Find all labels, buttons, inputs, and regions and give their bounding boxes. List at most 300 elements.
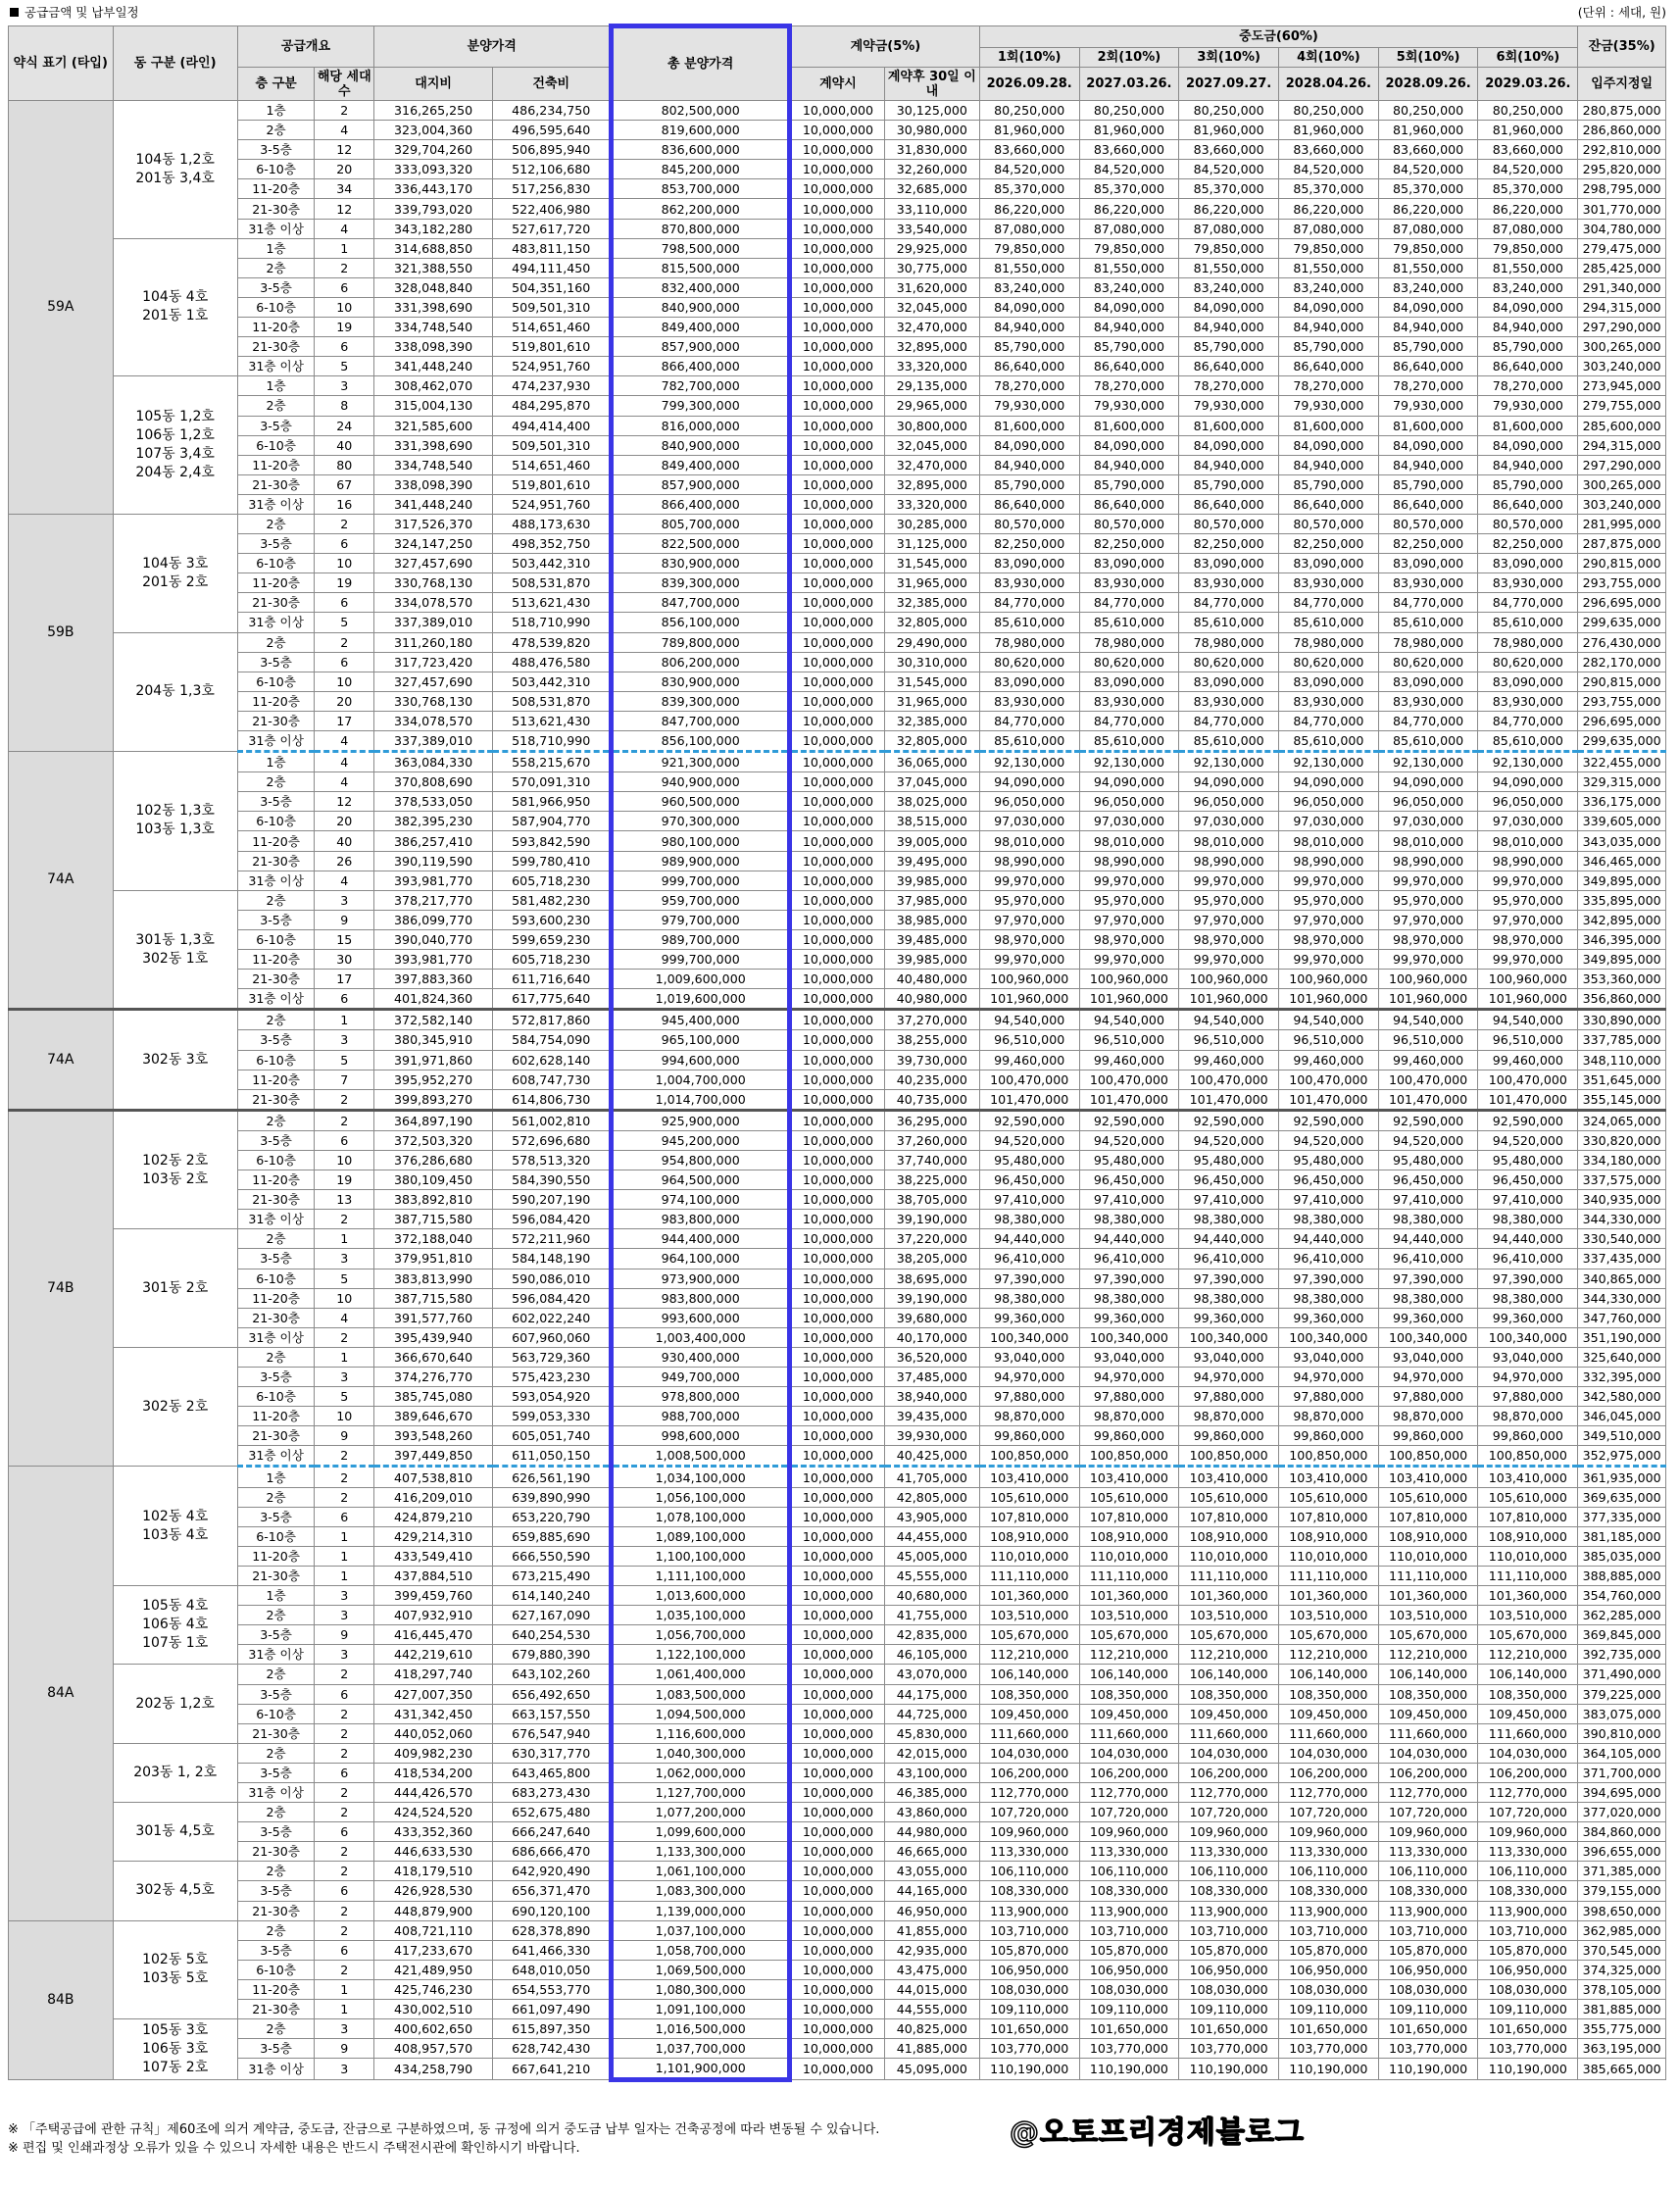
- floor-cell: 11-20층: [237, 1407, 315, 1426]
- mid-payment-6-cell: 96,450,000: [1478, 1170, 1578, 1190]
- table-row: [9, 989, 1666, 1010]
- mid-payment-3-cell: 83,090,000: [1179, 672, 1279, 691]
- mid-payment-5-cell: 84,090,000: [1378, 435, 1478, 455]
- total-price-cell: 1,139,000,000: [612, 1901, 790, 1920]
- mid-payment-4-cell: 103,770,000: [1279, 2039, 1379, 2059]
- col-price-group: 분양가격: [374, 26, 612, 68]
- building-cell: 643,465,800: [493, 1763, 612, 1782]
- building-cell: 590,207,190: [493, 1190, 612, 1210]
- land-cell: 327,457,690: [374, 672, 493, 691]
- deposit-cell: 10,000,000: [790, 258, 885, 277]
- units-cell: 24: [315, 416, 374, 435]
- units-cell: 5: [315, 1387, 374, 1407]
- mid-payment-1-cell: 107,720,000: [979, 1803, 1079, 1822]
- mid-payment-1-cell: 81,550,000: [979, 258, 1079, 277]
- building-cell: 666,247,640: [493, 1822, 612, 1842]
- mid-payment-2-cell: 79,930,000: [1079, 396, 1179, 416]
- total-price-cell: 1,116,600,000: [612, 1723, 790, 1743]
- units-cell: 2: [315, 1862, 374, 1881]
- building-cell: 654,553,770: [493, 1979, 612, 1999]
- deposit-cell: 10,000,000: [790, 711, 885, 730]
- mid-payment-3-cell: 82,250,000: [1179, 534, 1279, 554]
- land-cell: 327,457,690: [374, 554, 493, 573]
- deposit-30d-cell: 39,005,000: [884, 831, 979, 851]
- mid-payment-4-cell: 101,360,000: [1279, 1586, 1379, 1606]
- mid-payment-1-cell: 104,030,000: [979, 1743, 1079, 1763]
- mid-payment-2-cell: 101,470,000: [1079, 1089, 1179, 1110]
- land-cell: 424,524,520: [374, 1803, 493, 1822]
- mid-payment-3-cell: 85,790,000: [1179, 474, 1279, 494]
- mid-payment-5-cell: 106,950,000: [1378, 1960, 1478, 1979]
- mid-payment-4-cell: 110,190,000: [1279, 2059, 1379, 2080]
- mid-payment-2-cell: 109,450,000: [1079, 1704, 1179, 1723]
- building-cell: 590,086,010: [493, 1269, 612, 1288]
- table-row: [9, 554, 1666, 573]
- total-price-cell: 805,700,000: [612, 514, 790, 533]
- mid-payment-3-cell: 84,090,000: [1179, 435, 1279, 455]
- balance-cell: 344,330,000: [1578, 1288, 1666, 1308]
- floor-cell: 2층: [237, 396, 315, 416]
- balance-cell: 378,105,000: [1578, 1979, 1666, 1999]
- total-price-cell: 815,500,000: [612, 258, 790, 277]
- mid-payment-6-cell: 105,670,000: [1478, 1625, 1578, 1645]
- table-row: [9, 1979, 1666, 1999]
- total-price-cell: 1,111,100,000: [612, 1566, 790, 1585]
- mid-payment-2-cell: 105,870,000: [1079, 1940, 1179, 1960]
- mid-payment-4-cell: 103,710,000: [1279, 1920, 1379, 1940]
- balance-cell: 396,655,000: [1578, 1842, 1666, 1862]
- floor-cell: 3-5층: [237, 1940, 315, 1960]
- units-cell: 20: [315, 160, 374, 179]
- mid-payment-6-cell: 94,540,000: [1478, 1010, 1578, 1030]
- deposit-30d-cell: 41,855,000: [884, 1920, 979, 1940]
- dong-cell: 302동 2호: [113, 1347, 237, 1467]
- mid-payment-5-cell: 105,870,000: [1378, 1940, 1478, 1960]
- total-price-cell: 789,800,000: [612, 632, 790, 652]
- floor-cell: 2층: [237, 1665, 315, 1684]
- col-supply-group: 공급개요: [237, 26, 373, 68]
- table-row: [9, 752, 1666, 772]
- mid-payment-6-cell: 106,140,000: [1478, 1665, 1578, 1684]
- mid-payment-5-cell: 79,930,000: [1378, 396, 1478, 416]
- deposit-cell: 10,000,000: [790, 455, 885, 474]
- mid-payment-2-cell: 85,610,000: [1079, 613, 1179, 632]
- table-row: [9, 1190, 1666, 1210]
- balance-cell: 303,240,000: [1578, 494, 1666, 514]
- mid-payment-5-cell: 97,410,000: [1378, 1190, 1478, 1210]
- mid-payment-1-cell: 112,770,000: [979, 1782, 1079, 1802]
- table-row: [9, 1070, 1666, 1089]
- table-row: [9, 1347, 1666, 1367]
- mid-payment-1-cell: 92,590,000: [979, 1110, 1079, 1130]
- mid-payment-3-cell: 103,410,000: [1179, 1467, 1279, 1487]
- mid-payment-2-cell: 79,850,000: [1079, 238, 1179, 258]
- mid-payment-4-cell: 109,450,000: [1279, 1704, 1379, 1723]
- mid-payment-4-cell: 96,050,000: [1279, 792, 1379, 812]
- table-row: [9, 851, 1666, 871]
- table-row: [9, 1089, 1666, 1110]
- total-price-cell: 847,700,000: [612, 711, 790, 730]
- col-total-price: 총 분양가격: [612, 26, 790, 101]
- mid-payment-4-cell: 108,350,000: [1279, 1684, 1379, 1704]
- balance-cell: 339,605,000: [1578, 812, 1666, 831]
- col-mid-1: 1회(10%): [979, 48, 1079, 68]
- table-row: [9, 1822, 1666, 1842]
- mid-payment-5-cell: 84,770,000: [1378, 711, 1478, 730]
- deposit-30d-cell: 37,045,000: [884, 772, 979, 792]
- land-cell: 391,971,860: [374, 1050, 493, 1070]
- total-price-cell: 849,400,000: [612, 455, 790, 474]
- units-cell: 4: [315, 752, 374, 772]
- deposit-cell: 10,000,000: [790, 160, 885, 179]
- mid-payment-5-cell: 100,850,000: [1378, 1446, 1478, 1467]
- balance-cell: 286,860,000: [1578, 121, 1666, 140]
- mid-payment-4-cell: 80,620,000: [1279, 652, 1379, 672]
- balance-cell: 362,285,000: [1578, 1606, 1666, 1625]
- balance-cell: 332,395,000: [1578, 1368, 1666, 1387]
- floor-cell: 21-30층: [237, 711, 315, 730]
- land-cell: 380,109,450: [374, 1170, 493, 1190]
- mid-payment-5-cell: 84,520,000: [1378, 160, 1478, 179]
- total-price-cell: 856,100,000: [612, 731, 790, 752]
- total-price-cell: 1,014,700,000: [612, 1089, 790, 1110]
- mid-payment-1-cell: 85,790,000: [979, 337, 1079, 357]
- mid-payment-3-cell: 93,040,000: [1179, 1347, 1279, 1367]
- units-cell: 2: [315, 1723, 374, 1743]
- mid-payment-6-cell: 108,910,000: [1478, 1526, 1578, 1546]
- total-price-cell: 1,003,400,000: [612, 1327, 790, 1347]
- mid-payment-3-cell: 98,970,000: [1179, 929, 1279, 949]
- mid-payment-1-cell: 97,970,000: [979, 910, 1079, 929]
- col-balance-group: 잔금(35%): [1578, 26, 1666, 68]
- mid-payment-1-cell: 81,960,000: [979, 121, 1079, 140]
- mid-payment-5-cell: 108,910,000: [1378, 1526, 1478, 1546]
- floor-cell: 31층 이상: [237, 2059, 315, 2080]
- mid-payment-2-cell: 99,460,000: [1079, 1050, 1179, 1070]
- dong-cell: 105동 4호 106동 4호 107동 1호: [113, 1586, 237, 1665]
- mid-payment-3-cell: 101,650,000: [1179, 2019, 1279, 2039]
- mid-payment-6-cell: 84,090,000: [1478, 435, 1578, 455]
- mid-payment-4-cell: 97,410,000: [1279, 1190, 1379, 1210]
- mid-payment-1-cell: 109,450,000: [979, 1704, 1079, 1723]
- balance-cell: 347,760,000: [1578, 1308, 1666, 1327]
- units-cell: 2: [315, 1327, 374, 1347]
- mid-payment-6-cell: 83,930,000: [1478, 573, 1578, 593]
- table-row: [9, 1487, 1666, 1507]
- building-cell: 596,084,420: [493, 1210, 612, 1229]
- mid-payment-2-cell: 107,720,000: [1079, 1803, 1179, 1822]
- mid-payment-2-cell: 111,660,000: [1079, 1723, 1179, 1743]
- units-cell: 2: [315, 1210, 374, 1229]
- land-cell: 429,214,310: [374, 1526, 493, 1546]
- mid-payment-3-cell: 95,970,000: [1179, 890, 1279, 910]
- balance-cell: 344,330,000: [1578, 1210, 1666, 1229]
- mid-payment-2-cell: 105,670,000: [1079, 1625, 1179, 1645]
- mid-payment-5-cell: 94,520,000: [1378, 1130, 1478, 1150]
- building-cell: 608,747,730: [493, 1070, 612, 1089]
- balance-cell: 322,455,000: [1578, 752, 1666, 772]
- deposit-30d-cell: 46,950,000: [884, 1901, 979, 1920]
- deposit-cell: 10,000,000: [790, 1625, 885, 1645]
- balance-cell: 330,890,000: [1578, 1010, 1666, 1030]
- balance-cell: 354,760,000: [1578, 1586, 1666, 1606]
- deposit-30d-cell: 36,065,000: [884, 752, 979, 772]
- mid-payment-5-cell: 100,960,000: [1378, 970, 1478, 989]
- building-cell: 519,801,610: [493, 474, 612, 494]
- land-cell: 380,345,910: [374, 1030, 493, 1050]
- table-row: [9, 1210, 1666, 1229]
- mid-payment-6-cell: 106,200,000: [1478, 1763, 1578, 1782]
- deposit-cell: 10,000,000: [790, 890, 885, 910]
- floor-cell: 31층 이상: [237, 731, 315, 752]
- table-row: [9, 2019, 1666, 2039]
- table-row: [9, 1645, 1666, 1665]
- building-cell: 593,054,920: [493, 1387, 612, 1407]
- floor-cell: 3-5층: [237, 416, 315, 435]
- total-price-cell: 945,400,000: [612, 1010, 790, 1030]
- mid-payment-1-cell: 85,370,000: [979, 179, 1079, 199]
- units-cell: 2: [315, 258, 374, 277]
- floor-cell: 6-10층: [237, 1960, 315, 1979]
- deposit-cell: 10,000,000: [790, 179, 885, 199]
- mid-payment-5-cell: 85,790,000: [1378, 337, 1478, 357]
- floor-cell: 3-5층: [237, 652, 315, 672]
- mid-payment-4-cell: 98,380,000: [1279, 1210, 1379, 1229]
- units-cell: 2: [315, 1467, 374, 1487]
- total-price-cell: 1,091,100,000: [612, 2000, 790, 2019]
- table-row: [9, 219, 1666, 238]
- land-cell: 324,147,250: [374, 534, 493, 554]
- units-cell: 3: [315, 890, 374, 910]
- mid-payment-2-cell: 98,010,000: [1079, 831, 1179, 851]
- total-price-cell: 978,800,000: [612, 1387, 790, 1407]
- mid-payment-5-cell: 101,470,000: [1378, 1089, 1478, 1110]
- table-row: [9, 357, 1666, 376]
- total-price-cell: 782,700,000: [612, 376, 790, 396]
- land-cell: 317,723,420: [374, 652, 493, 672]
- mid-payment-2-cell: 103,770,000: [1079, 2039, 1179, 2059]
- mid-payment-5-cell: 94,090,000: [1378, 772, 1478, 792]
- table-row: [9, 1229, 1666, 1249]
- mid-payment-1-cell: 100,340,000: [979, 1327, 1079, 1347]
- floor-cell: 2층: [237, 1920, 315, 1940]
- balance-cell: 304,780,000: [1578, 219, 1666, 238]
- floor-cell: 21-30층: [237, 2000, 315, 2019]
- mid-payment-4-cell: 101,650,000: [1279, 2019, 1379, 2039]
- deposit-cell: 10,000,000: [790, 871, 885, 890]
- units-cell: 2: [315, 1487, 374, 1507]
- floor-cell: 31층 이상: [237, 1645, 315, 1665]
- deposit-30d-cell: 31,125,000: [884, 534, 979, 554]
- mid-payment-5-cell: 82,250,000: [1378, 534, 1478, 554]
- building-cell: 593,842,590: [493, 831, 612, 851]
- deposit-30d-cell: 30,980,000: [884, 121, 979, 140]
- mid-payment-2-cell: 106,140,000: [1079, 1665, 1179, 1684]
- table-row: [9, 632, 1666, 652]
- units-cell: 6: [315, 652, 374, 672]
- deposit-30d-cell: 42,835,000: [884, 1625, 979, 1645]
- deposit-30d-cell: 43,070,000: [884, 1665, 979, 1684]
- mid-payment-2-cell: 112,770,000: [1079, 1782, 1179, 1802]
- deposit-30d-cell: 44,455,000: [884, 1526, 979, 1546]
- mid-payment-1-cell: 94,090,000: [979, 772, 1079, 792]
- units-cell: 9: [315, 910, 374, 929]
- deposit-30d-cell: 40,735,000: [884, 1089, 979, 1110]
- total-price-cell: 989,700,000: [612, 929, 790, 949]
- col-deposit-group: 계약금(5%): [790, 26, 980, 68]
- mid-payment-6-cell: 94,090,000: [1478, 772, 1578, 792]
- total-price-cell: 816,000,000: [612, 416, 790, 435]
- total-price-cell: 925,900,000: [612, 1110, 790, 1130]
- floor-cell: 2층: [237, 121, 315, 140]
- deposit-30d-cell: 45,005,000: [884, 1546, 979, 1566]
- balance-cell: 294,315,000: [1578, 435, 1666, 455]
- units-cell: 10: [315, 1288, 374, 1308]
- deposit-cell: 10,000,000: [790, 1920, 885, 1940]
- building-cell: 630,317,770: [493, 1743, 612, 1763]
- floor-cell: 3-5층: [237, 792, 315, 812]
- mid-payment-3-cell: 108,350,000: [1179, 1684, 1279, 1704]
- mid-payment-1-cell: 113,330,000: [979, 1842, 1079, 1862]
- building-cell: 686,666,470: [493, 1842, 612, 1862]
- land-cell: 397,883,360: [374, 970, 493, 989]
- units-cell: 19: [315, 573, 374, 593]
- mid-payment-3-cell: 85,370,000: [1179, 179, 1279, 199]
- deposit-cell: 10,000,000: [790, 691, 885, 711]
- balance-cell: 287,875,000: [1578, 534, 1666, 554]
- mid-payment-3-cell: 97,410,000: [1179, 1190, 1279, 1210]
- deposit-30d-cell: 43,055,000: [884, 1862, 979, 1881]
- mid-payment-2-cell: 80,620,000: [1079, 652, 1179, 672]
- units-cell: 1: [315, 1010, 374, 1030]
- mid-payment-4-cell: 94,090,000: [1279, 772, 1379, 792]
- deposit-cell: 10,000,000: [790, 1347, 885, 1367]
- deposit-cell: 10,000,000: [790, 1249, 885, 1269]
- mid-payment-1-cell: 83,240,000: [979, 277, 1079, 297]
- building-cell: 587,904,770: [493, 812, 612, 831]
- units-cell: 4: [315, 772, 374, 792]
- total-price-cell: 1,069,500,000: [612, 1960, 790, 1979]
- mid-payment-3-cell: 109,450,000: [1179, 1704, 1279, 1723]
- table-row: [9, 1368, 1666, 1387]
- floor-cell: 2층: [237, 514, 315, 533]
- deposit-cell: 10,000,000: [790, 950, 885, 970]
- land-cell: 395,439,940: [374, 1327, 493, 1347]
- land-cell: 308,462,070: [374, 376, 493, 396]
- deposit-30d-cell: 32,470,000: [884, 318, 979, 337]
- balance-cell: 299,635,000: [1578, 613, 1666, 632]
- building-cell: 558,215,670: [493, 752, 612, 772]
- type-cell: 74A: [9, 1010, 114, 1110]
- mid-payment-5-cell: 94,540,000: [1378, 1010, 1478, 1030]
- total-price-cell: 857,900,000: [612, 474, 790, 494]
- balance-cell: 296,695,000: [1578, 711, 1666, 730]
- mid-payment-2-cell: 83,930,000: [1079, 691, 1179, 711]
- mid-payment-6-cell: 101,470,000: [1478, 1089, 1578, 1110]
- deposit-cell: 10,000,000: [790, 1960, 885, 1979]
- deposit-cell: 10,000,000: [790, 1901, 885, 1920]
- land-cell: 376,286,680: [374, 1150, 493, 1170]
- mid-payment-5-cell: 84,090,000: [1378, 297, 1478, 317]
- land-cell: 425,746,230: [374, 1979, 493, 1999]
- mid-payment-5-cell: 101,960,000: [1378, 989, 1478, 1010]
- col-mid-date-4: 2028.04.26.: [1279, 68, 1379, 101]
- mid-payment-5-cell: 80,620,000: [1378, 652, 1478, 672]
- table-row: [9, 1387, 1666, 1407]
- mid-payment-4-cell: 99,970,000: [1279, 871, 1379, 890]
- deposit-30d-cell: 36,295,000: [884, 1110, 979, 1130]
- table-row: [9, 910, 1666, 929]
- deposit-30d-cell: 38,985,000: [884, 910, 979, 929]
- mid-payment-4-cell: 110,010,000: [1279, 1546, 1379, 1566]
- deposit-cell: 10,000,000: [790, 1170, 885, 1190]
- mid-payment-5-cell: 85,790,000: [1378, 474, 1478, 494]
- units-cell: 2: [315, 1743, 374, 1763]
- deposit-30d-cell: 39,435,000: [884, 1407, 979, 1426]
- mid-payment-3-cell: 84,090,000: [1179, 297, 1279, 317]
- land-cell: 330,768,130: [374, 573, 493, 593]
- deposit-30d-cell: 42,935,000: [884, 1940, 979, 1960]
- table-row: [9, 1665, 1666, 1684]
- deposit-cell: 10,000,000: [790, 514, 885, 533]
- building-cell: 578,513,320: [493, 1150, 612, 1170]
- deposit-30d-cell: 31,830,000: [884, 140, 979, 160]
- mid-payment-5-cell: 80,250,000: [1378, 101, 1478, 121]
- land-cell: 401,824,360: [374, 989, 493, 1010]
- deposit-cell: 10,000,000: [790, 1269, 885, 1288]
- mid-payment-4-cell: 85,790,000: [1279, 474, 1379, 494]
- deposit-30d-cell: 30,800,000: [884, 416, 979, 435]
- mid-payment-1-cell: 86,220,000: [979, 199, 1079, 219]
- mid-payment-3-cell: 109,960,000: [1179, 1822, 1279, 1842]
- mid-payment-5-cell: 86,640,000: [1378, 357, 1478, 376]
- total-price-cell: 822,500,000: [612, 534, 790, 554]
- floor-cell: 21-30층: [237, 1190, 315, 1210]
- floor-cell: 11-20층: [237, 1170, 315, 1190]
- mid-payment-5-cell: 112,770,000: [1378, 1782, 1478, 1802]
- units-cell: 12: [315, 140, 374, 160]
- mid-payment-3-cell: 113,900,000: [1179, 1901, 1279, 1920]
- deposit-30d-cell: 40,825,000: [884, 2019, 979, 2039]
- deposit-30d-cell: 44,555,000: [884, 2000, 979, 2019]
- floor-cell: 3-5층: [237, 1030, 315, 1050]
- deposit-cell: 10,000,000: [790, 1822, 885, 1842]
- mid-payment-6-cell: 82,250,000: [1478, 534, 1578, 554]
- table-row: [9, 2000, 1666, 2019]
- total-price-cell: 1,083,500,000: [612, 1684, 790, 1704]
- building-cell: 581,482,230: [493, 890, 612, 910]
- building-cell: 498,352,750: [493, 534, 612, 554]
- mid-payment-3-cell: 83,660,000: [1179, 140, 1279, 160]
- deposit-cell: 10,000,000: [790, 534, 885, 554]
- mid-payment-6-cell: 108,330,000: [1478, 1881, 1578, 1901]
- mid-payment-3-cell: 107,810,000: [1179, 1507, 1279, 1526]
- deposit-cell: 10,000,000: [790, 929, 885, 949]
- mid-payment-2-cell: 98,870,000: [1079, 1407, 1179, 1426]
- floor-cell: 21-30층: [237, 474, 315, 494]
- footnote-1: ※ 「주택공급에 관한 규칙」제60조에 의거 계약금, 중도금, 잔금으로 구분하였으며, 동 규정에 의거 중도금 납부 일자는 건축공정에 따라 변동될 수 있습니다.: [8, 2122, 880, 2137]
- dong-cell: 301동 4,5호: [113, 1803, 237, 1862]
- units-cell: 3: [315, 1249, 374, 1269]
- mid-payment-1-cell: 84,090,000: [979, 435, 1079, 455]
- balance-cell: 394,695,000: [1578, 1782, 1666, 1802]
- deposit-cell: 10,000,000: [790, 101, 885, 121]
- mid-payment-3-cell: 105,870,000: [1179, 1940, 1279, 1960]
- table-row: [9, 1862, 1666, 1881]
- mid-payment-1-cell: 86,640,000: [979, 494, 1079, 514]
- table-row: [9, 691, 1666, 711]
- mid-payment-6-cell: 83,930,000: [1478, 691, 1578, 711]
